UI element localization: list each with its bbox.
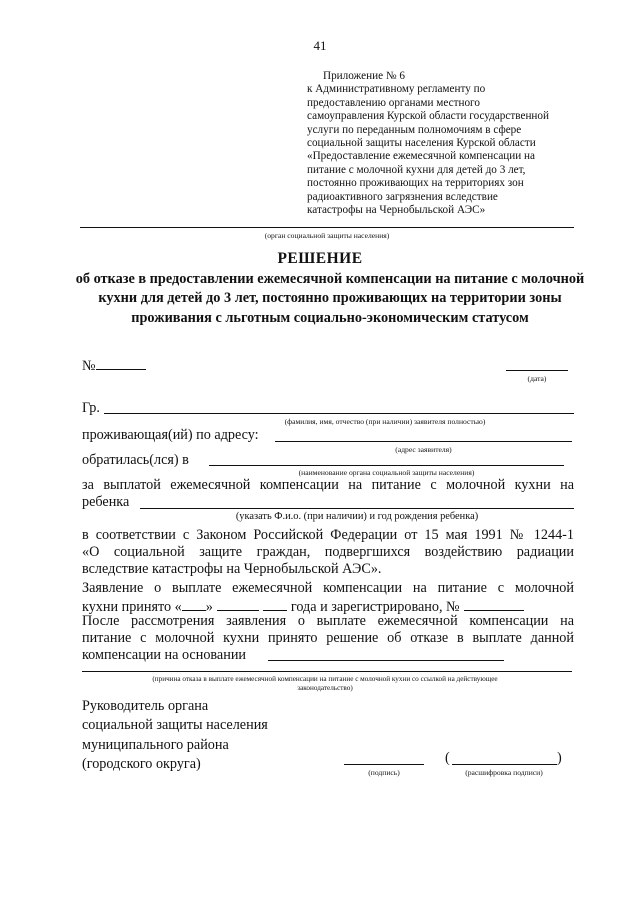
- application-accepted-label: кухни принято «: [82, 599, 182, 615]
- reason-line[interactable]: [82, 671, 572, 672]
- basis-line[interactable]: [268, 660, 504, 661]
- org-caption: (орган социальной защиты населения): [264, 231, 390, 240]
- child-caption: (указать Ф.и.о. (при наличии) и год рождения ребенка): [235, 511, 479, 522]
- signer-line: Руководитель органа: [82, 698, 209, 714]
- address-label: проживающая(ий) по адресу:: [82, 427, 259, 443]
- signer-line: муниципального района: [82, 736, 229, 753]
- number-label: №: [82, 358, 96, 374]
- date-line[interactable]: [506, 370, 568, 371]
- document-title: РЕШЕНИЕ: [277, 250, 363, 267]
- citizen-label: Гр.: [82, 400, 100, 416]
- signer-block: [82, 697, 268, 774]
- law-line: вследствие катастрофы на Чернобыльской АЭС».: [82, 561, 382, 577]
- child-line[interactable]: [140, 508, 574, 509]
- annex-block: [307, 70, 577, 217]
- application-line: Заявление о выплате ежемесячной компенсации на питание с молочной: [82, 580, 574, 596]
- signature-line[interactable]: [344, 764, 424, 765]
- registered-label: года и зарегистрировано, №: [290, 599, 460, 615]
- date-caption: (дата): [527, 374, 547, 383]
- annex-line: «Предоставление ежемесячной компенсации на: [307, 150, 536, 163]
- annex-line: Приложение № 6: [323, 70, 405, 82]
- law-line: в соответствии с Законом Российской Федерации от 15 мая 1991 № 1244-1: [82, 527, 574, 543]
- decision-line: питание с молочной кухни принято решение об отказе в выплате данной: [82, 630, 574, 646]
- address-caption: (адрес заявителя): [395, 445, 452, 454]
- number-blank[interactable]: [96, 356, 146, 370]
- citizen-caption: (фамилия, имя, отчество (при наличии) заявителя полностью): [284, 417, 486, 426]
- signer-line: (городского округа): [82, 755, 201, 772]
- document-subtitle: об отказе в предоставлении ежемесячной компенсации на питание с молочной кухни для детей до 3 лет, постоянно проживающих на территории зоны проживания с льготным социально-экономическим статусом: [75, 271, 585, 326]
- decision-basis-label: компенсации на основании: [82, 647, 247, 663]
- decode-close-paren: ): [557, 750, 562, 766]
- page-number: 41: [313, 38, 327, 53]
- reason-caption: (причина отказа в выплате ежемесячной компенсации на питание с молочной кухни со ссылкой на действующее: [152, 675, 498, 683]
- payment-line: за выплатой ежемесячной компенсации на питание с молочной кухни на: [82, 477, 574, 493]
- decision-line: После рассмотрения заявления о выплате ежемесячной компенсации на: [82, 613, 574, 629]
- number-field: [82, 356, 146, 375]
- address-line[interactable]: [275, 441, 572, 442]
- annex-line: к Административному регламенту по: [307, 83, 486, 96]
- annex-line: питание с молочной кухни для детей до 3 лет,: [307, 163, 526, 176]
- quote-close: »: [205, 599, 213, 615]
- annex-line: катастрофы на Чернобыльской АЭС»: [307, 204, 486, 217]
- signer-line: социальной защиты населения: [82, 717, 268, 734]
- annex-line: услуги по переданным полномочиям в сфере: [307, 123, 522, 136]
- month-blank[interactable]: [217, 597, 259, 611]
- annex-line: социальной защиты населения Курской области: [307, 137, 536, 150]
- citizen-line[interactable]: [104, 413, 574, 414]
- decode-line[interactable]: [452, 764, 557, 765]
- applied-caption: (наименование органа социальной защиты населения): [298, 468, 475, 477]
- applied-line[interactable]: [209, 465, 564, 466]
- annex-line: самоуправления Курской области государственной: [307, 110, 549, 123]
- registration-number-blank[interactable]: [464, 597, 524, 611]
- reason-caption: законодательство): [297, 684, 353, 692]
- day-blank[interactable]: [182, 597, 206, 611]
- decode-open-paren: (: [445, 750, 450, 766]
- year-blank[interactable]: [263, 597, 287, 611]
- signature-caption: (подпись): [368, 768, 400, 777]
- org-line: [80, 227, 574, 228]
- decode-caption: (расшифровка подписи): [465, 768, 543, 777]
- child-label: ребенка: [82, 494, 130, 510]
- law-line: «О социальной защите граждан, подвергшихся воздействию радиации: [82, 544, 574, 560]
- annex-line: радиоактивного загрязнения вследствие: [307, 190, 498, 203]
- annex-line: предоставлению органами местного: [307, 96, 480, 109]
- applied-label: обратилась(лся) в: [82, 452, 189, 468]
- annex-line: постоянно проживающих на территориях зон: [307, 177, 524, 190]
